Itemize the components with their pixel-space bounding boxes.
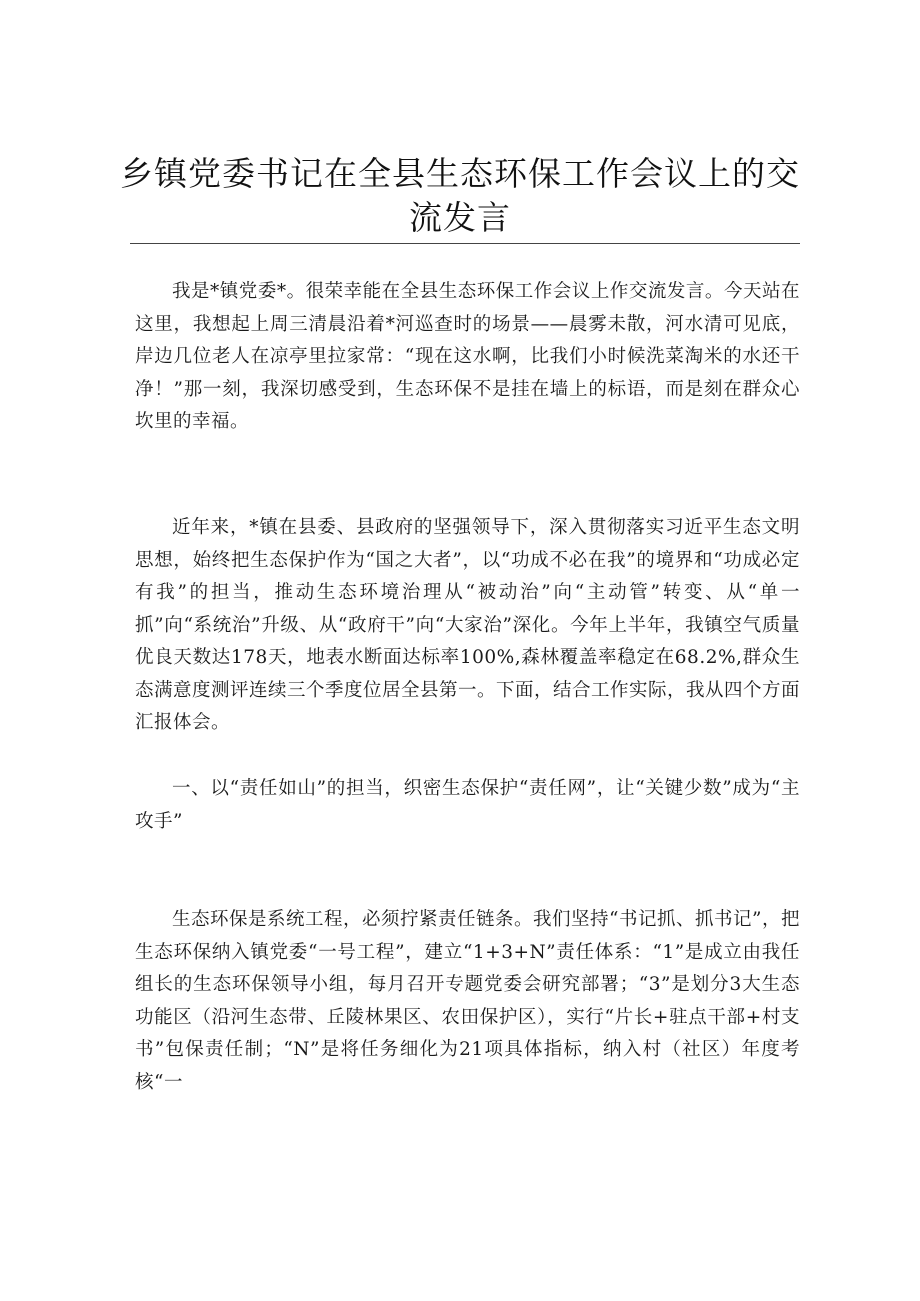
section-heading-1: 一、以“责任如山”的担当，织密生态保护“责任网”，让“关键少数”成为“主攻手” [135,778,800,832]
paragraph-intro: 我是*镇党委*。很荣幸能在全县生态环保工作会议上作交流发言。今天站在这里，我想起上周三清晨沿着*河巡查时的场景——晨雾未散，河水清可见底，岸边几位老人在凉亭里拉家常：“现在这水啊，比我们小时候洗菜淘米的水还干净！”那一刻，我深切感受到，生态环保不是挂在墙上的标语，而是刻在群众心坎里的幸福。 [135,281,800,432]
paragraph-section-1: 生态环保是系统工程，必须拧紧责任链条。我们坚持“书记抓、抓书记”，把生态环保纳入镇党委“一号工程”，建立“1+3+N”责任体系：“1”是成立由我任组长的生态环保领导小组，每月召开专题党委会研究部署；“3”是划分3大生态功能区（沿河生态带、丘陵林果区、农田保护区），实行“片长+驻点干部+村支书”包保责任制；“N”是将任务细化为21项具体指标，纳入村（社区）年度考核“一 [135,909,800,1093]
title-divider [130,243,800,244]
document-title: 乡镇党委书记在全县生态环保工作会议上的交流发言 [120,154,800,237]
paragraph-overview: 近年来，*镇在县委、县政府的坚强领导下，深入贯彻落实习近平生态文明思想，始终把生态保护作为“国之大者”，以“功成不必在我”的境界和“功成必定有我”的担当，推动生态环境治理从“被动治”向“主动管”转变、从“单一抓”向“系统治”升级、从“政府干”向“大家治”深化。今年上半年，我镇空气质量优良天数达178天，地表水断面达标率100%,森林覆盖率稳定在68.2%,群众生态满意度测评连续三个季度位居全县第一。下面，结合工作实际，我从四个方面汇报体会。 [135,517,801,733]
